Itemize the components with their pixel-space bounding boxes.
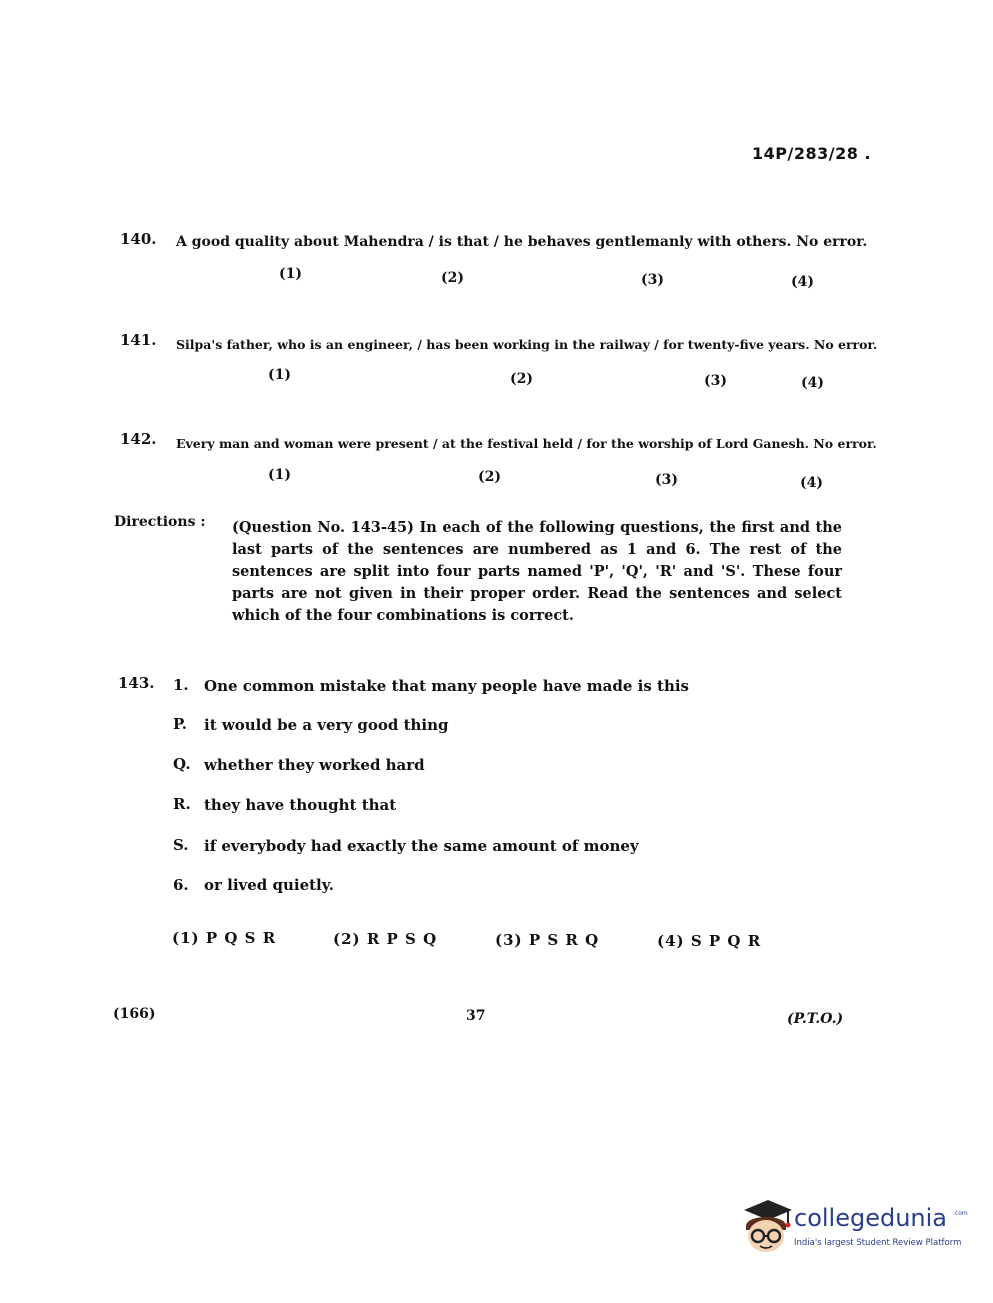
answer-option: (4) S P Q R (657, 932, 762, 950)
option-label: (3) (704, 373, 727, 389)
sentence-part-key: 1. (173, 676, 189, 694)
option-label: (2) (510, 371, 533, 387)
sentence-part-text: they have thought that (204, 796, 397, 814)
question-number: 140. (120, 230, 157, 248)
sentence-part-text: it would be a very good thing (204, 716, 449, 734)
footer-code: (166) (113, 1006, 156, 1022)
question-number: 142. (120, 430, 157, 448)
option-label: (1) (268, 467, 291, 483)
sentence-part-text: if everybody had exactly the same amount of money (204, 837, 639, 855)
collegedunia-logo (738, 1196, 968, 1260)
option-label: (2) (441, 270, 464, 286)
option-label: (3) (641, 272, 664, 288)
sentence-part-text: whether they worked hard (204, 756, 425, 774)
answer-option: (1) P Q S R (172, 929, 277, 947)
option-label: (1) (279, 266, 302, 282)
option-label: (2) (478, 469, 501, 485)
directions-text: (Question No. 143-45) In each of the following questions, the first and the last parts of the sentences are numbered as 1 and 6. The rest of the sentences are split into four parts named 'P', 'Q', 'R' and 'S'. These four parts are not given in their proper order. Read the sentences and select which of the four combinations is correct. (232, 519, 842, 624)
option-label: (4) (791, 274, 814, 290)
logo-tagline: India's largest Student Review Platform (794, 1238, 962, 1248)
paper-code: 14P/283/28 . (752, 144, 871, 163)
directions-label: Directions : (114, 514, 206, 530)
page-number: 37 (466, 1008, 486, 1024)
logo-suffix: .com (953, 1210, 968, 1217)
mascot-icon (738, 1196, 794, 1256)
pto-label: (P.T.O.) (787, 1011, 844, 1027)
sentence-part-text: One common mistake that many people have made is this (204, 677, 689, 695)
option-label: (1) (268, 367, 291, 383)
question-text: Silpa's father, who is an engineer, / has been working in the railway / for twenty-five years. No error. (176, 337, 878, 352)
sentence-part-key: S. (173, 836, 189, 854)
sentence-part-key: 6. (173, 876, 189, 894)
option-label: (4) (800, 475, 823, 491)
logo-name: collegedunia (794, 1204, 948, 1232)
sentence-part-key: P. (173, 715, 188, 733)
question-number: 143. (118, 674, 155, 692)
question-text: A good quality about Mahendra / is that / he behaves gentlemanly with others. No error. (176, 234, 868, 250)
sentence-part-text: or lived quietly. (204, 876, 334, 894)
answer-option: (3) P S R Q (495, 931, 600, 949)
question-text: Every man and woman were present / at the festival held / for the worship of Lord Ganesh. No error. (176, 436, 877, 451)
sentence-part-key: R. (173, 795, 191, 813)
sentence-part-key: Q. (173, 755, 191, 773)
option-label: (4) (801, 375, 824, 391)
answer-option: (2) R P S Q (333, 930, 438, 948)
question-number: 141. (120, 331, 157, 349)
option-label: (3) (655, 472, 678, 488)
